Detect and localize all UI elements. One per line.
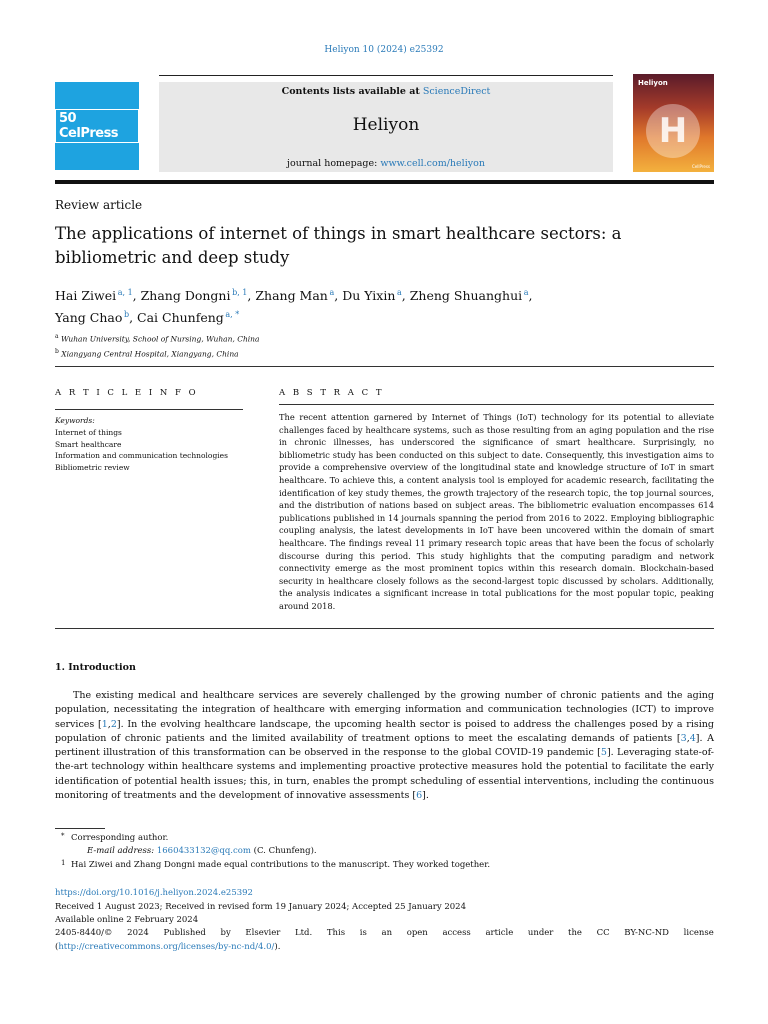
cover-footer: CellPress: [691, 164, 710, 169]
contents-line: [159, 86, 613, 97]
license-word: This: [326, 928, 346, 939]
author-name: Yang Chao: [55, 310, 123, 326]
affiliations: [55, 331, 260, 360]
license-word: an: [381, 928, 393, 939]
article-title: The applications of internet of things in smart healthcare sectors: a bibliometric and deep study: [55, 224, 622, 267]
keyword-item: Information and communication technologies: [55, 451, 228, 461]
cover-title: Heliyon: [638, 79, 668, 87]
author-affiliation-mark[interactable]: a: [327, 288, 335, 297]
keyword-item: Bibliometric review: [55, 463, 130, 473]
license-line: [55, 927, 714, 940]
cellpress-logo-text: 50 CelPress: [55, 109, 139, 143]
introduction-paragraph: [55, 689, 714, 803]
cover-emblem: [646, 104, 700, 158]
citation-link[interactable]: 6: [416, 790, 423, 802]
license-word: access: [442, 928, 471, 939]
license-link[interactable]: http://creativecommons.org/licenses/by-nc-nd/4.0/: [58, 941, 275, 952]
author-affiliation-mark[interactable]: b: [122, 310, 130, 320]
license-word: 2024: [127, 928, 149, 939]
journal-cover-image: [633, 74, 714, 172]
received-dates: Received 1 August 2023; Received in revised form 19 January 2024; Accepted 25 January 2024: [55, 902, 466, 912]
author-affiliation-mark[interactable]: b, 1: [230, 288, 248, 297]
intro-text-segment: ,: [107, 718, 111, 730]
license-word: 2405-8440/©: [55, 928, 113, 939]
affiliation-text: Wuhan University, School of Nursing, Wuhan, China: [60, 334, 260, 344]
license-word: CC: [596, 928, 610, 939]
sciencedirect-link[interactable]: ScienceDirect: [422, 86, 491, 97]
keywords-block: [55, 415, 243, 474]
intro-text-segment: ]. In the evolving healthcare landscape, the upcoming health sector is poised to address the challenges posed by a rising population of chronic patients and the limited availability of treatment options to meet the escalating demands of patients [: [55, 718, 714, 744]
article-history: [55, 901, 714, 954]
doi-link[interactable]: https://doi.org/10.1016/j.heliyon.2024.e25392: [55, 888, 253, 898]
corresponding-text: Corresponding author.: [71, 833, 169, 843]
homepage-prefix: journal homepage:: [287, 158, 378, 169]
affiliation-text: Xiangyang Central Hospital, Xiangyang, China: [61, 349, 239, 358]
journal-header-box: [159, 82, 613, 172]
citation-link[interactable]: 3: [680, 732, 687, 744]
author-name: Hai Ziwei: [55, 288, 117, 304]
homepage-link[interactable]: www.cell.com/heliyon: [380, 158, 485, 169]
author-list: Hai Ziwei $^{a, 1}$, Zhang Dongni $^{b, 1}$, Zhang Man $^a$, Du Yixin $^a$, Zheng Shuanghui $^a$, Yang Chao $^b$, Cai Chunfeng $^{a, *}$: [55, 288, 533, 326]
author-affiliation-mark[interactable]: a, *: [223, 310, 240, 320]
keyword-item: Smart healthcare: [55, 439, 122, 449]
article-info-heading: A R T I C L E I N F O: [55, 388, 199, 398]
author-affiliation-mark[interactable]: a: [522, 288, 529, 297]
license-word: the: [568, 928, 582, 939]
author-name: Du Yixin: [342, 288, 396, 304]
license-word: article: [485, 928, 514, 939]
author-affiliation-mark[interactable]: a: [395, 288, 402, 297]
online-date: Available online 2 February 2024: [55, 915, 199, 926]
equal-contribution-text: Hai Ziwei and Zhang Dongni made equal contributions to the manuscript. They worked together.: [71, 859, 491, 870]
keyword-item: Internet of things: [55, 427, 122, 437]
email-link[interactable]: 1660433132@qq.com: [156, 846, 251, 857]
footnote-corresponding: [55, 832, 714, 845]
article-info-rule: [55, 409, 243, 410]
license-word: open: [406, 928, 428, 939]
footnotes: [55, 832, 714, 872]
section-divider: [55, 366, 714, 367]
license-word: is: [359, 928, 367, 939]
author-name: Cai Chunfeng: [137, 310, 224, 326]
footnote-rule: [55, 828, 105, 829]
intro-text-segment: The existing medical and healthcare services are severely challenged by the growing number of chronic patients and the aging population, necessitating the integration of healthcare with emerging information and communication technologies (ICT) to improve services [: [55, 690, 714, 730]
license-word: license: [683, 928, 714, 939]
email-label: E-mail address:: [87, 846, 155, 857]
citation-link[interactable]: 5: [600, 747, 607, 759]
affiliation-mark: b: [55, 347, 59, 355]
homepage-line: [159, 158, 613, 169]
license-word: Elsevier: [245, 928, 281, 939]
abstract-rule-bottom: [55, 628, 714, 629]
keywords-title: Keywords:: [55, 416, 95, 425]
footnote-equal-contribution: [55, 859, 714, 872]
introduction-heading: 1. Introduction: [55, 662, 136, 673]
license-url-line: (http://creativecommons.org/licenses/by-nc-nd/4.0/).: [55, 941, 281, 952]
license-word: under: [527, 928, 554, 939]
article-type: Review article: [55, 198, 143, 212]
abstract-text: The recent attention garnered by Internet of Things (IoT) technology for its potential to alleviate challenges faced by healthcare systems, such as those resulting from an aging population and the rise in chronic illnesses, has underscored the significance of smart healthcare. Surprisingly, no bibliometric study has been conducted on this subject to date. Consequently, this investigation aims to provide a comprehensive overview of the longitudinal state and knowledge structure of IoT in smart healthcare. To achieve this, a content analysis tool is employed for academic research, facilitating the identification of key study themes, the growth trajectory of the research topic, the top journal sources, and the distribution of nations based on subject areas. The bibliometric evaluation encompasses 614 publications published in 14 journals spanning the period from 2016 to 2022. Employing bibliographic coupling analysis, the latest developments in IoT have been uncovered within the domain of smart healthcare. The findings reveal 11 primary research topic areas that have been the focus of scholarly discourse during this period. This study highlights that the computing paradigm and network connectivity emerge as the most prominent topics within this research domain. Blockchain-based security in healthcare closely follows as the second-largest topic discussed by scholars. Additionally, the analysis indicates a significant increase in total publications for the most popular topic, peaking around 2018.: [279, 412, 714, 611]
cover-letter: H: [658, 111, 688, 151]
footnote-email: [55, 845, 714, 858]
intro-text-segment: ]. A pertinent illustration of this transformation can be observed in the response to the global COVID-19 pandemic [: [55, 732, 714, 759]
affiliation-item: [55, 331, 260, 346]
header-top-rule: [159, 75, 613, 76]
citation-link[interactable]: 1: [101, 718, 108, 730]
license-word: BY-NC-ND: [624, 928, 669, 939]
author-name: Zhang Man: [255, 288, 328, 304]
license-word: Ltd.: [295, 928, 313, 939]
citation-link[interactable]: 4: [689, 732, 696, 744]
affiliation-item: [55, 346, 260, 361]
intro-text-segment: ].: [422, 790, 429, 802]
license-close: ).: [274, 941, 281, 952]
abstract-rule-top: [279, 404, 714, 405]
footnote-mark: *: [61, 832, 65, 840]
contents-prefix: Contents lists available at: [281, 86, 420, 97]
journal-reference[interactable]: Heliyon 10 (2024) e25392: [324, 45, 444, 55]
cellpress-logo: [55, 82, 139, 170]
author-name: Zheng Shuanghui: [409, 288, 523, 304]
author-affiliation-mark[interactable]: a, 1: [116, 288, 133, 297]
license-word: by: [220, 928, 231, 939]
intro-text-segment: ]. Leveraging state-of-the-art technology within healthcare systems and implementing proactive protective measures hold the potential to facilitate the early identification of potential health issues; this, in turn, enables the prompt scheduling of essential interventions, including the continuous monitoring of treatments and the development of innovative assessments [: [55, 747, 714, 802]
affiliation-mark: a: [55, 333, 59, 340]
author-name: Zhang Dongni: [140, 288, 231, 304]
header-thick-rule: [55, 180, 714, 184]
footnote-mark: 1: [61, 858, 66, 867]
abstract-heading: A B S T R A C T: [279, 388, 385, 398]
journal-name: Heliyon: [352, 115, 420, 135]
email-suffix: (C. Chunfeng).: [253, 846, 317, 857]
license-word: Published: [163, 928, 206, 939]
citation-link[interactable]: 2: [110, 718, 117, 730]
intro-text-segment: ,: [686, 732, 690, 744]
